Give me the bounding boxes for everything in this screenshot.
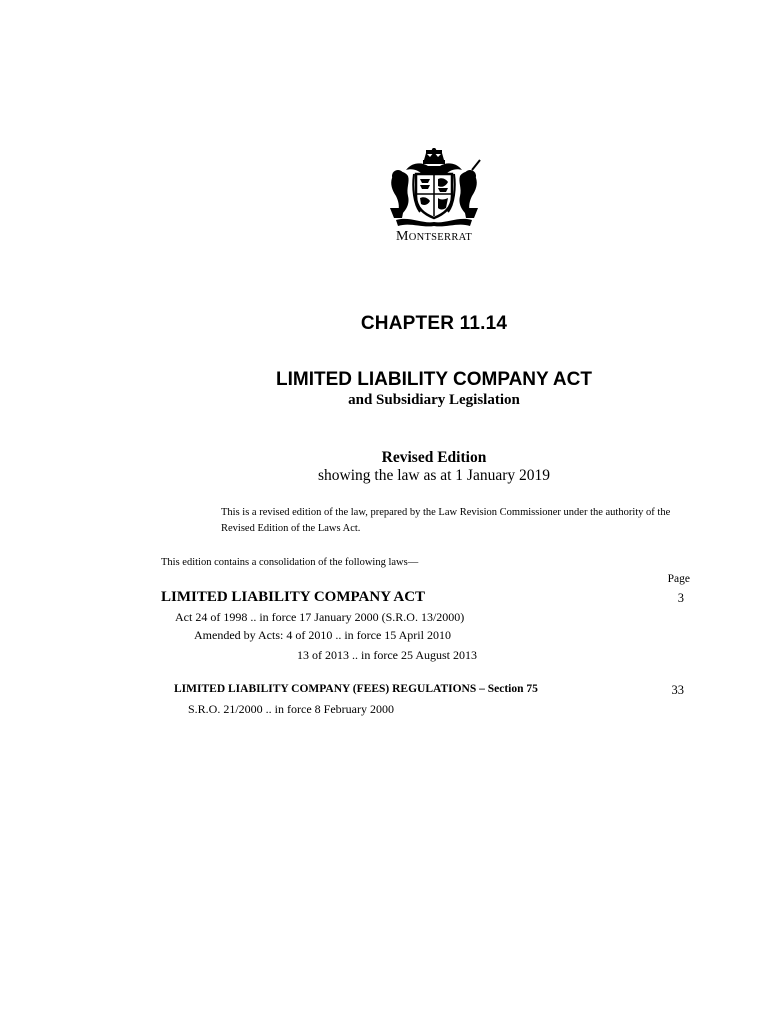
act-subtitle: and Subsidiary Legislation: [348, 392, 520, 408]
contents-entry-title: LIMITED LIABILITY COMPANY ACT: [161, 589, 426, 605]
act-title: LIMITED LIABILITY COMPANY ACT: [276, 369, 592, 390]
page-column-header: Page: [667, 573, 690, 585]
contents-intro: This edition contains a consolidation of the following laws—: [161, 557, 419, 568]
contents-entry-detail: Amended by Acts: 4 of 2010 .. in force 15 April 2010: [194, 628, 451, 642]
contents-entry-page: 3: [677, 591, 684, 605]
chapter-title: CHAPTER 11.14: [360, 313, 508, 334]
edition-date: showing the law as at 1 January 2019: [317, 467, 551, 484]
country-initial: M: [395, 229, 409, 244]
country-heading: [0, 229, 770, 245]
coat-of-arms-icon: [386, 148, 482, 230]
contents-entry-detail: S.R.O. 21/2000 .. in force 8 February 2000: [188, 702, 394, 716]
country-rest: ONTSERRAT: [408, 232, 473, 243]
contents-entry-detail: Act 24 of 1998 .. in force 17 January 2000 (S.R.O. 13/2000): [175, 610, 465, 624]
contents-entry-detail: 13 of 2013 .. in force 25 August 2013: [297, 648, 477, 662]
contents-entry-title: LIMITED LIABILITY COMPANY (FEES) REGULATIONS – Section 75: [174, 683, 538, 695]
contents-entry-page: 33: [671, 683, 684, 697]
edition-note: This is a revised edition of the law, prepared by the Law Revision Commissioner under the authority of the Revised Edition of the Laws Act.: [221, 507, 671, 534]
edition-heading: Revised Edition: [381, 449, 487, 466]
